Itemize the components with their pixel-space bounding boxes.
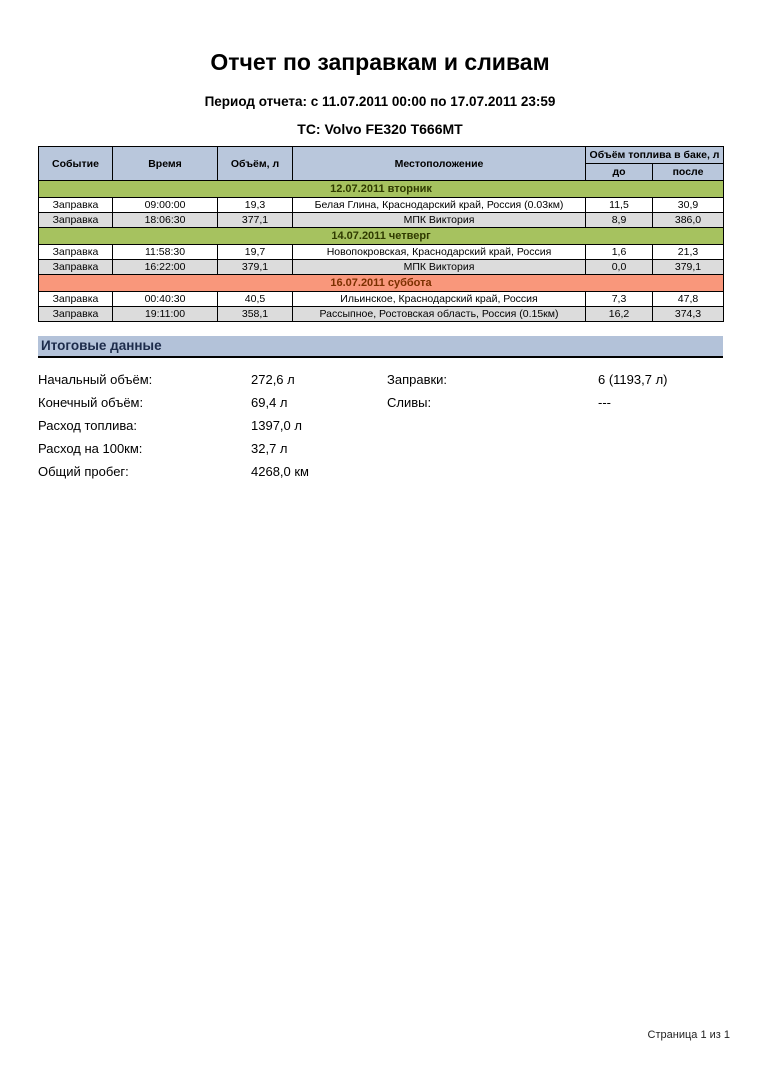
summary-label: Расход топлива: bbox=[38, 418, 137, 433]
time-cell: 19:11:00 bbox=[113, 307, 218, 322]
col-header-after: после bbox=[653, 164, 724, 181]
summary-value: 1397,0 л bbox=[251, 418, 302, 433]
before-cell: 11,5 bbox=[586, 198, 653, 213]
location-cell: Белая Глина, Краснодарский край, Россия (0.03км) bbox=[293, 198, 586, 213]
summary-row bbox=[38, 460, 760, 483]
day-band-row bbox=[39, 181, 724, 198]
before-cell: 8,9 bbox=[586, 213, 653, 228]
summary-label: Заправки: bbox=[387, 372, 448, 387]
summary-value: 32,7 л bbox=[251, 441, 288, 456]
summary-label: Сливы: bbox=[387, 395, 432, 410]
before-cell: 7,3 bbox=[586, 292, 653, 307]
summary-value: 4268,0 км bbox=[251, 464, 309, 479]
table-row bbox=[39, 307, 724, 322]
day-band-row bbox=[39, 228, 724, 245]
before-cell: 1,6 bbox=[586, 245, 653, 260]
summary-section-header: Итоговые данные bbox=[38, 336, 723, 358]
event-cell: Заправка bbox=[39, 213, 113, 228]
summary-label: Начальный объём: bbox=[38, 372, 153, 387]
table-row bbox=[39, 260, 724, 275]
table-row bbox=[39, 292, 724, 307]
day-band-label: 14.07.2011 четверг bbox=[39, 228, 724, 245]
day-band-label: 16.07.2011 суббота bbox=[39, 275, 724, 292]
table-row bbox=[39, 213, 724, 228]
event-cell: Заправка bbox=[39, 260, 113, 275]
report-title: Отчет по заправкам и сливам bbox=[210, 49, 550, 75]
summary-value: 272,6 л bbox=[251, 372, 295, 387]
day-band-row bbox=[39, 275, 724, 292]
col-header-tank-group: Объём топлива в баке, л bbox=[586, 147, 724, 164]
summary-value: 6 (1193,7 л) bbox=[598, 372, 668, 387]
report-vehicle: ТС: Volvo FE320 Т666МТ bbox=[297, 121, 463, 137]
volume-cell: 19,7 bbox=[218, 245, 293, 260]
event-cell: Заправка bbox=[39, 245, 113, 260]
time-cell: 18:06:30 bbox=[113, 213, 218, 228]
before-cell: 0,0 bbox=[586, 260, 653, 275]
summary-value: 69,4 л bbox=[251, 395, 288, 410]
before-cell: 16,2 bbox=[586, 307, 653, 322]
event-cell: Заправка bbox=[39, 292, 113, 307]
event-cell: Заправка bbox=[39, 198, 113, 213]
fuel-events-table bbox=[38, 146, 724, 322]
after-cell: 47,8 bbox=[653, 292, 724, 307]
location-cell: МПК Виктория bbox=[293, 260, 586, 275]
summary-section bbox=[38, 368, 760, 483]
volume-cell: 377,1 bbox=[218, 213, 293, 228]
location-cell: Рассыпное, Ростовская область, Россия (0.15км) bbox=[293, 307, 586, 322]
time-cell: 16:22:00 bbox=[113, 260, 218, 275]
after-cell: 30,9 bbox=[653, 198, 724, 213]
col-header-before: до bbox=[586, 164, 653, 181]
summary-value: --- bbox=[598, 395, 611, 410]
summary-row bbox=[38, 437, 760, 460]
summary-label: Расход на 100км: bbox=[38, 441, 143, 456]
volume-cell: 358,1 bbox=[218, 307, 293, 322]
volume-cell: 40,5 bbox=[218, 292, 293, 307]
event-cell: Заправка bbox=[39, 307, 113, 322]
summary-label: Общий пробег: bbox=[38, 464, 129, 479]
after-cell: 386,0 bbox=[653, 213, 724, 228]
summary-row bbox=[38, 414, 760, 437]
summary-row bbox=[38, 368, 760, 391]
col-header-location: Местоположение bbox=[293, 147, 586, 181]
location-cell: МПК Виктория bbox=[293, 213, 586, 228]
summary-label: Конечный объём: bbox=[38, 395, 144, 410]
after-cell: 21,3 bbox=[653, 245, 724, 260]
after-cell: 379,1 bbox=[653, 260, 724, 275]
location-cell: Новопокровская, Краснодарский край, Россия bbox=[293, 245, 586, 260]
col-header-volume: Объём, л bbox=[218, 147, 293, 181]
time-cell: 11:58:30 bbox=[113, 245, 218, 260]
volume-cell: 379,1 bbox=[218, 260, 293, 275]
after-cell: 374,3 bbox=[653, 307, 724, 322]
day-band-label: 12.07.2011 вторник bbox=[39, 181, 724, 198]
time-cell: 09:00:00 bbox=[113, 198, 218, 213]
table-row bbox=[39, 245, 724, 260]
volume-cell: 19,3 bbox=[218, 198, 293, 213]
table-row bbox=[39, 198, 724, 213]
time-cell: 00:40:30 bbox=[113, 292, 218, 307]
page-number: Страница 1 из 1 bbox=[647, 1029, 730, 1041]
table-header-row bbox=[39, 147, 724, 164]
col-header-time: Время bbox=[113, 147, 218, 181]
report-period: Период отчета: с 11.07.2011 00:00 по 17.07.2011 23:59 bbox=[204, 94, 556, 109]
col-header-event: Событие bbox=[39, 147, 113, 181]
summary-row bbox=[38, 391, 760, 414]
location-cell: Ильинское, Краснодарский край, Россия bbox=[293, 292, 586, 307]
